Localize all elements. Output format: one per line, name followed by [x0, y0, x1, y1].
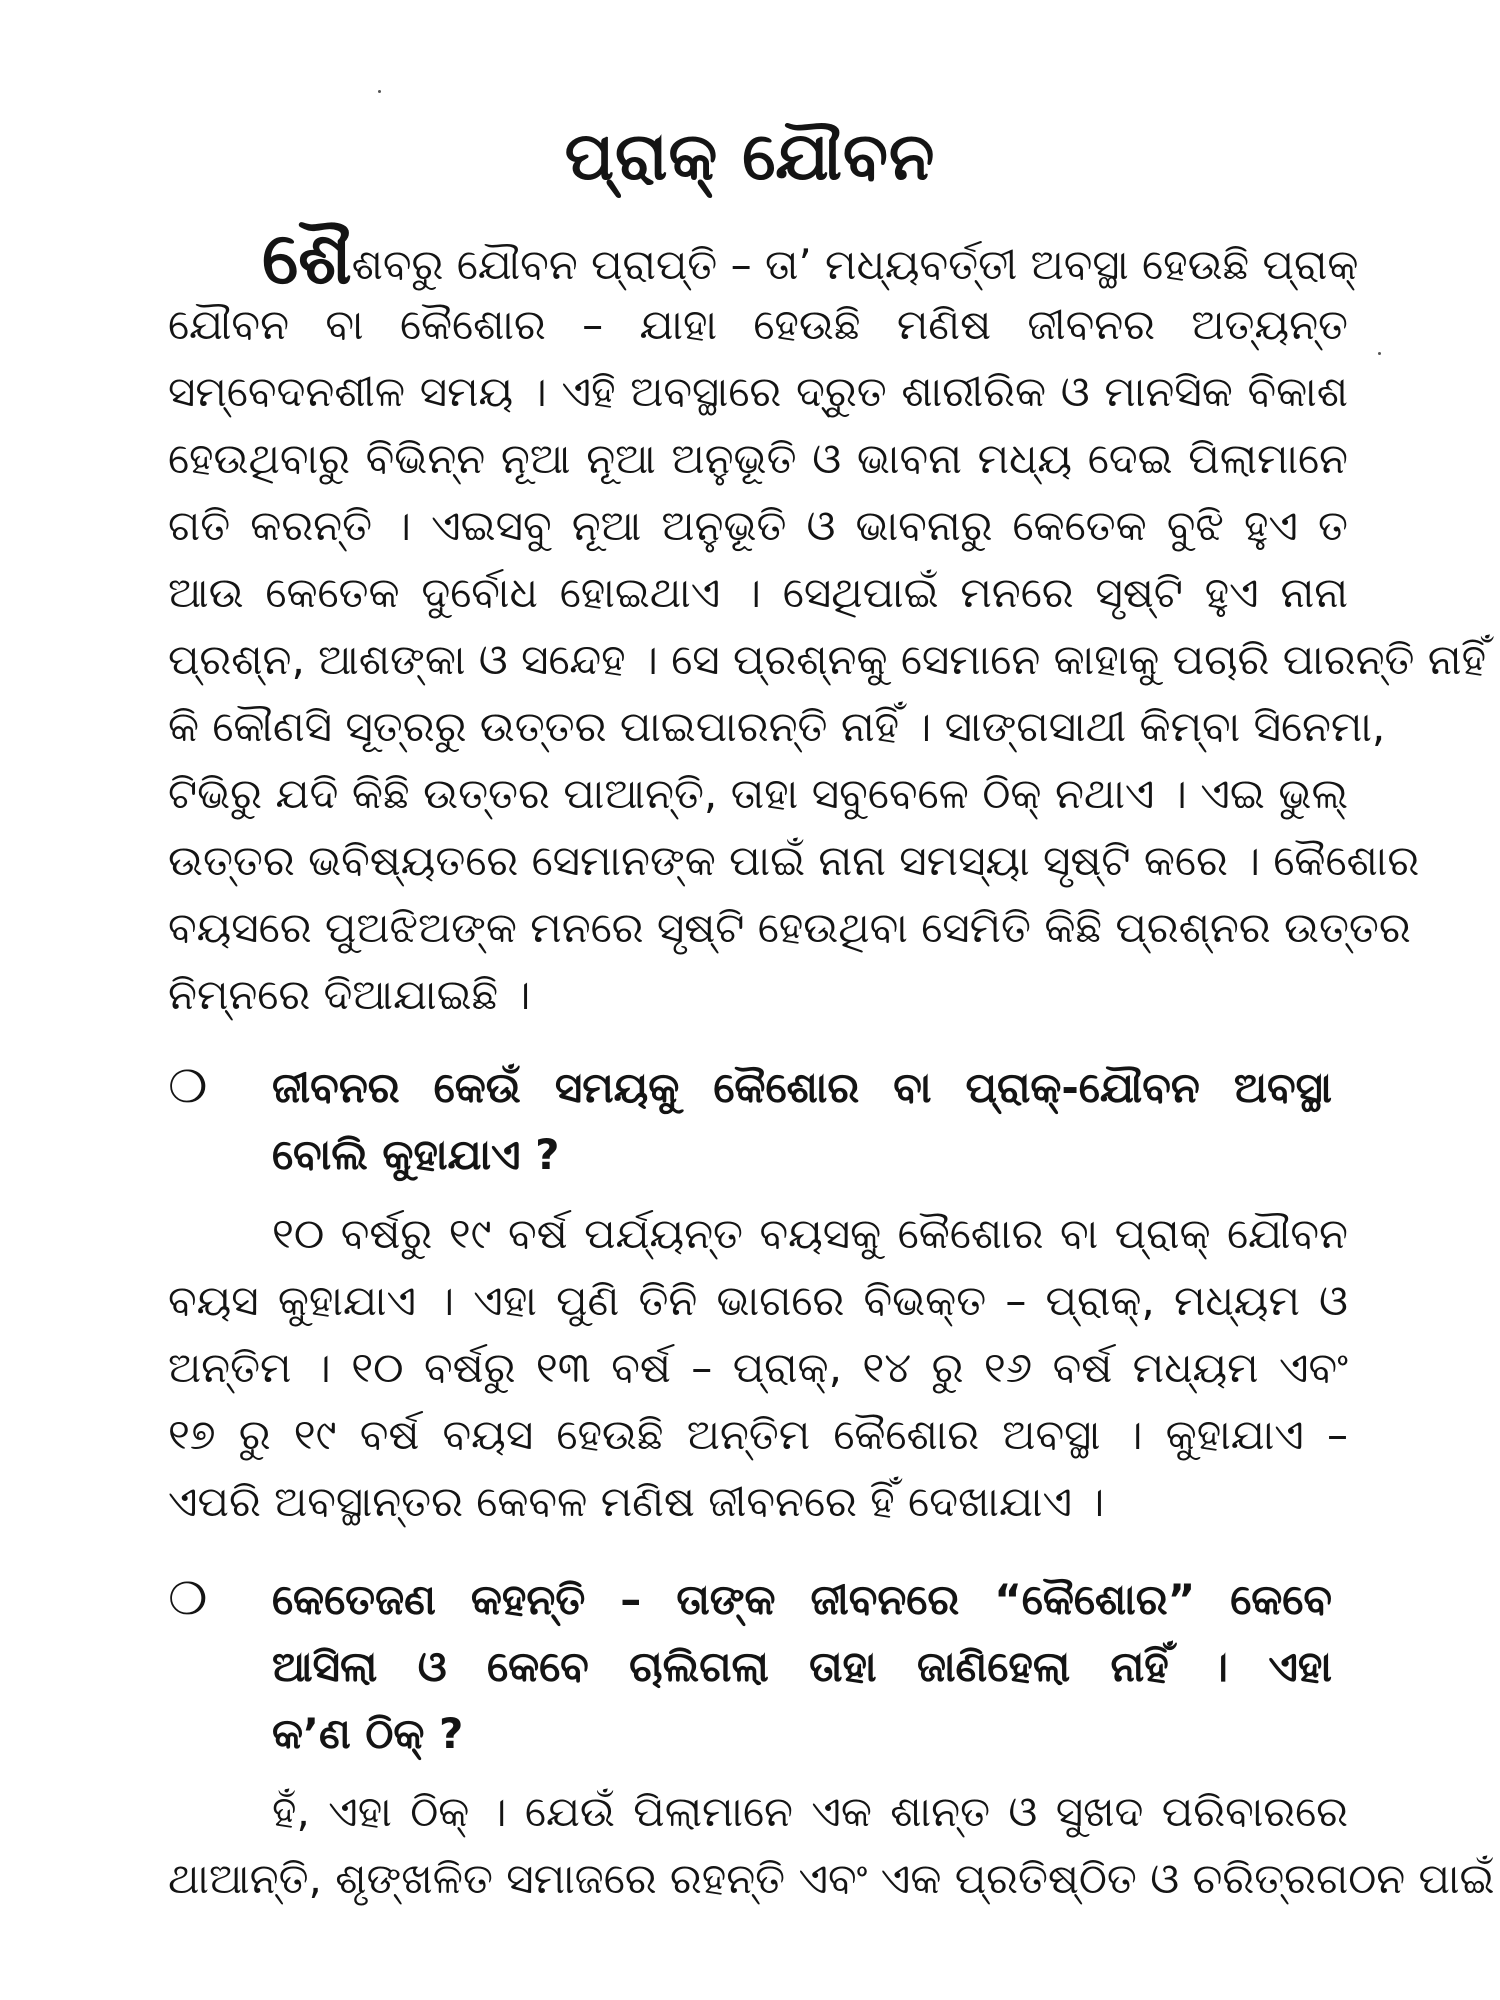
question-line: କେତେଜଣ କହନ୍ତି – ତାଙ୍କ ଜୀବନରେ “କୈଶୋର” କେବେ — [272, 1575, 1332, 1624]
answer-line: ୧୦ ବର୍ଷରୁ ୧୯ ବର୍ଷ ପର୍ଯ୍ୟନ୍ତ ବୟସକୁ କୈଶୋର ବା ପ୍ରାକ୍ ଯୌବନ — [272, 1209, 1348, 1258]
intro-line: ଆଉ କେତେକ ଦୁର୍ବୋଧ ହୋଇଥାଏ । ସେଥିପାଇଁ ମନରେ ସୃଷ୍ଟି ହୁଏ ନାନା — [168, 568, 1348, 617]
drop-cap: ଶୈ — [262, 216, 352, 300]
answer-line: ଅନ୍ତିମ । ୧୦ ବର୍ଷରୁ ୧୩ ବର୍ଷ – ପ୍ରାକ୍, ୧୪ ରୁ ୧୬ ବର୍ଷ ମଧ୍ୟମ ଏବଂ — [168, 1343, 1348, 1392]
speck — [378, 90, 381, 93]
question-line: ଜୀବନର କେଉଁ ସମୟକୁ କୈଶୋର ବା ପ୍ରାକ୍-ଯୌବନ ଅବସ୍ଥା — [272, 1063, 1332, 1112]
answer-line: ହଁ, ଏହା ଠିକ୍ । ଯେଉଁ ପିଲାମାନେ ଏକ ଶାନ୍ତ ଓ ସୁଖଦ ପରିବାରରେ — [272, 1787, 1348, 1836]
intro-line: ଗତି କରନ୍ତି । ଏଇସବୁ ନୂଆ ଅନୁଭୂତି ଓ ଭାବନାରୁ କେତେକ ବୁଝି ହୁଏ ତ — [168, 501, 1348, 550]
intro-text: ଶବରୁ ଯୌବନ ପ୍ରାପ୍ତି – ତା’ ମଧ୍ୟବର୍ତ୍ତୀ ଅବସ୍ଥା ହେଉଛି ପ୍ରାକ୍ — [351, 240, 1359, 289]
answer-line: ୧୭ ରୁ ୧୯ ବର୍ଷ ବୟସ ହେଉଛି ଅନ୍ତିମ କୈଶୋର ଅବସ୍ଥା । କୁହାଯାଏ – — [168, 1410, 1348, 1459]
intro-line: ଯୌବନ ବା କୈଶୋର – ଯାହା ହେଉଛି ମଣିଷ ଜୀବନର ଅତ୍ୟନ୍ତ — [168, 300, 1348, 349]
intro-line: ବୟସରେ ପୁଅଝିଅଙ୍କ ମନରେ ସୃଷ୍ଟି ହେଉଥିବା ସେମିତି କିଛି ପ୍ରଶ୍ନର ଉତ୍ତର — [168, 903, 1411, 952]
question-line: ଆସିଲା ଓ କେବେ ଚାଲିଗଲା ତାହା ଜାଣିହେଲା ନାହିଁ । ଏହା — [272, 1642, 1332, 1691]
answer-line: ବୟସ କୁହାଯାଏ । ଏହା ପୁଣି ତିନି ଭାଗରେ ବିଭକ୍ତ – ପ୍ରାକ୍, ମଧ୍ୟମ ଓ — [168, 1276, 1348, 1325]
question-marker: ❍ — [168, 1062, 208, 1113]
intro-line: ଟିଭିରୁ ଯଦି କିଛି ଉତ୍ତର ପାଆନ୍ତି, ତାହା ସବୁବେଳେ ଠିକ୍ ନଥାଏ । ଏଇ ଭୁଲ୍ — [168, 769, 1348, 818]
intro-line: ସମ୍ବେଦନଶୀଳ ସମୟ । ଏହି ଅବସ୍ଥାରେ ଦ୍ରୁତ ଶାରୀରିକ ଓ ମାନସିକ ବିକାଶ — [168, 367, 1348, 416]
answer-line: ଏପରି ଅବସ୍ଥାନ୍ତର କେବଳ ମଣିଷ ଜୀବନରେ ହିଁ ଦେଖାଯାଏ । — [168, 1477, 1105, 1526]
speck — [1378, 352, 1381, 355]
intro-line: ନିମ୍ନରେ ଦିଆଯାଇଛି । — [168, 970, 531, 1019]
intro-line — [262, 216, 1359, 300]
intro-line: ଉତ୍ତର ଭବିଷ୍ୟତରେ ସେମାନଙ୍କ ପାଇଁ ନାନା ସମସ୍ୟା ସୃଷ୍ଟି କରେ । କୈଶୋର — [168, 836, 1420, 885]
answer-line: ଥାଆନ୍ତି, ଶୃଙ୍ଖଳିତ ସମାଜରେ ରହନ୍ତି ଏବଂ ଏକ ପ୍ରତିଷ୍ଠିତ ଓ ଚରିତ୍ରଗଠନ ପାଇଁ — [168, 1854, 1495, 1903]
page-title: ପ୍ରାକ୍ ଯୌବନ — [564, 118, 936, 195]
question-line: ବୋଲି କୁହାଯାଏ ? — [272, 1130, 560, 1179]
intro-line: ପ୍ରଶ୍ନ, ଆଶଙ୍କା ଓ ସନ୍ଦେହ । ସେ ପ୍ରଶ୍ନକୁ ସେମାନେ କାହାକୁ ପଚାରି ପାରନ୍ତି ନାହିଁ — [168, 635, 1487, 684]
intro-line: ହେଉଥିବାରୁ ବିଭିନ୍ନ ନୂଆ ନୂଆ ଅନୁଭୂତି ଓ ଭାବନା ମଧ୍ୟ ଦେଇ ପିଲାମାନେ — [168, 434, 1348, 483]
question-marker: ❍ — [168, 1574, 208, 1625]
intro-line: କି କୌଣସି ସୂତ୍ରରୁ ଉତ୍ତର ପାଇପାରନ୍ତି ନାହିଁ । ସାଙ୍ଗସାଥୀ କିମ୍ବା ସିନେମା, — [168, 702, 1386, 751]
question-line: କ’ଣ ଠିକ୍ ? — [272, 1709, 464, 1758]
